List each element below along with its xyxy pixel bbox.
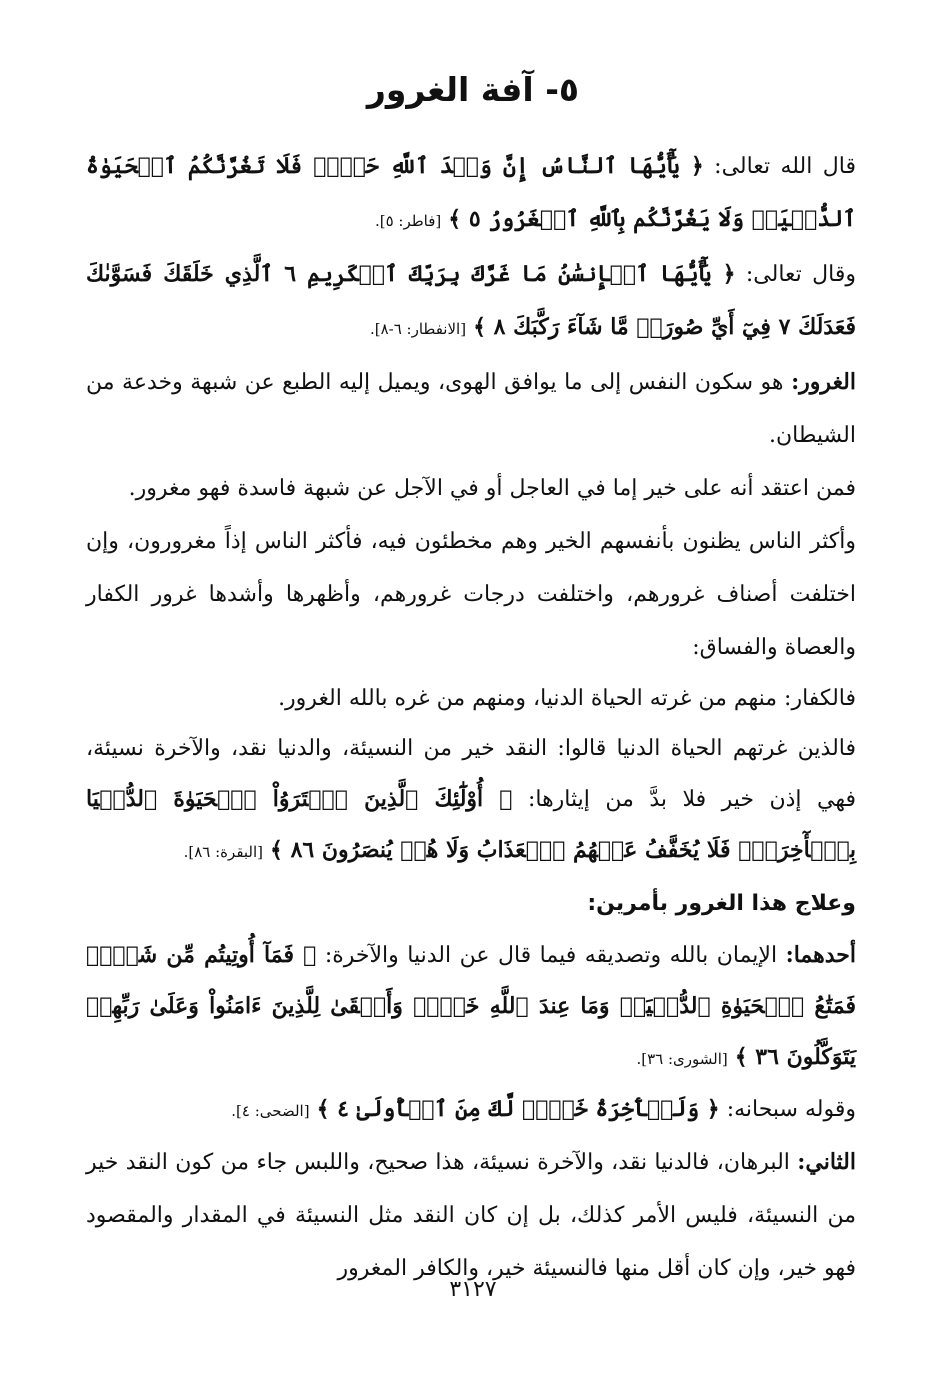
verse-paragraph-2 <box>86 248 856 356</box>
paragraph-4-text: فالذين غرتهم الحياة الدنيا قالوا: النقد خير من النسيئة، والدنيا نقد، والآخرة نسيئة، فهي إذن خير فلا بدَّ من إيثارها: <box>86 736 856 812</box>
quran-verse-3: ﴿ أُوْلَٰٓئِكَ ٱلَّذِينَ ٱشۡتَرَوُاْ ٱلۡحَيَوٰةَ ٱلدُّنۡيَا بِٱلۡأٓخِرَةِۖ فَلَا يُخَفَّفُ عَنۡهُمُ ٱلۡعَذَابُ وَلَا هُمۡ يُنصَرُونَ ٨٦ ﴾ <box>86 786 856 863</box>
verse-citation-5: [الضحى: ٤]. <box>231 1102 310 1120</box>
verse-citation-3: [البقرة: ٨٦]. <box>183 843 264 861</box>
treatment-third-term: الثاني: <box>797 1149 856 1175</box>
treatment-second-intro: وقوله سبحانه: <box>726 1097 856 1122</box>
treatment-first <box>86 930 856 1084</box>
treatment-heading: وعلاج هذا الغرور بأمرين: <box>587 891 856 916</box>
treatment-second <box>86 1084 856 1136</box>
verse-citation-2: [الانفطار: ٦-٨]. <box>369 320 467 338</box>
verse-intro-2: وقال تعالى: <box>745 262 856 287</box>
verse-intro-1: قال الله تعالى: <box>714 154 856 179</box>
treatment-first-text: الإيمان بالله وتصديقه فيما قال عن الدنيا والآخرة: <box>324 943 778 968</box>
verse-citation-4: [الشورى: ٣٦]. <box>636 1050 728 1068</box>
chapter-title: ٥- آفة الغرور <box>366 70 580 109</box>
treatment-third <box>86 1136 856 1295</box>
page-body <box>86 140 856 1295</box>
definition-text: هو سكون النفس إلى ما يوافق الهوى، ويميل إليه الطبع عن شبهة وخدعة من الشيطان. <box>86 370 856 448</box>
quran-verse-2: ﴿ يَٰٓأَيُّهَا ٱلۡإِنسَٰنُ مَا غَرَّكَ بِرَبِّكَ ٱلۡكَرِيمِ ٦ ٱلَّذِي خَلَقَكَ فَسَوَّىٰكَ فَعَدَلَكَ ٧ فِيٓ أَيِّ صُورَةٖ مَّا شَآءَ رَكَّبَكَ ٨ ﴾ <box>86 261 856 340</box>
quran-verse-5: ﴿ وَلَلۡأٓخِرَةُ خَيۡرٞ لَّكَ مِنَ ٱلۡأُولَىٰ ٤ ﴾ <box>316 1096 720 1122</box>
verse-paragraph-1 <box>86 140 856 248</box>
definition-paragraph <box>86 356 856 462</box>
paragraph-4 <box>86 724 856 877</box>
definition-term: الغرور: <box>791 369 856 395</box>
paragraph-2: وأكثر الناس يظنون بأنفسهم الخير وهم مخطئون فيه، فأكثر الناس إذاً مغرورون، وإن اختلفت أصناف غرورهم، واختلفت درجات غرورهم، وأظهرها وأشدها غرور الكفار والعصاة والفساق: <box>86 529 856 660</box>
quran-verse-4: ﴿ فَمَآ أُوتِيتُم مِّن شَيۡءٖ فَمَتَٰعُ ٱلۡحَيَوٰةِ ٱلدُّنۡيَاۖ وَمَا عِندَ ٱللَّهِ خَيۡرٞ وَأَبۡقَىٰ لِلَّذِينَ ءَامَنُواْ وَعَلَىٰ رَبِّهِمۡ يَتَوَكَّلُونَ ٣٦ ﴾ <box>86 942 856 1070</box>
treatment-first-term: أحدهما: <box>785 942 856 968</box>
paragraph-3: فالكفار: منهم من غرته الحياة الدنيا، ومنهم من غره بالله الغرور. <box>278 686 856 711</box>
treatment-third-text: البرهان، فالدنيا نقد، والآخرة نسيئة، هذا صحيح، واللبس جاء من كون النقد خير من النسيئة، فليس الأمر كذلك، بل إن كان النقد مثل النسيئة في المقدار والمقصود فهو خير، وإن كان أقل منها فالنسيئة خير، والكافر المغرور <box>86 1150 856 1281</box>
quran-verse-1: ﴿ يَٰٓأَيُّهَا ٱلنَّاسُ إِنَّ وَعۡدَ ٱللَّهِ حَقّٞۖ فَلَا تَغُرَّنَّكُمُ ٱلۡحَيَوٰةُ ٱلدُّنۡيَاۖ وَلَا يَغُرَّنَّكُم بِٱللَّهِ ٱلۡغَرُورُ ٥ ﴾ <box>86 153 856 232</box>
page-number: ٣١٢٧ <box>449 1277 497 1302</box>
paragraph-1: فمن اعتقد أنه على خير إما في العاجل أو في الآجل عن شبهة فاسدة فهو مغرور. <box>128 476 856 501</box>
verse-citation-1: [فاطر: ٥]. <box>374 212 442 230</box>
